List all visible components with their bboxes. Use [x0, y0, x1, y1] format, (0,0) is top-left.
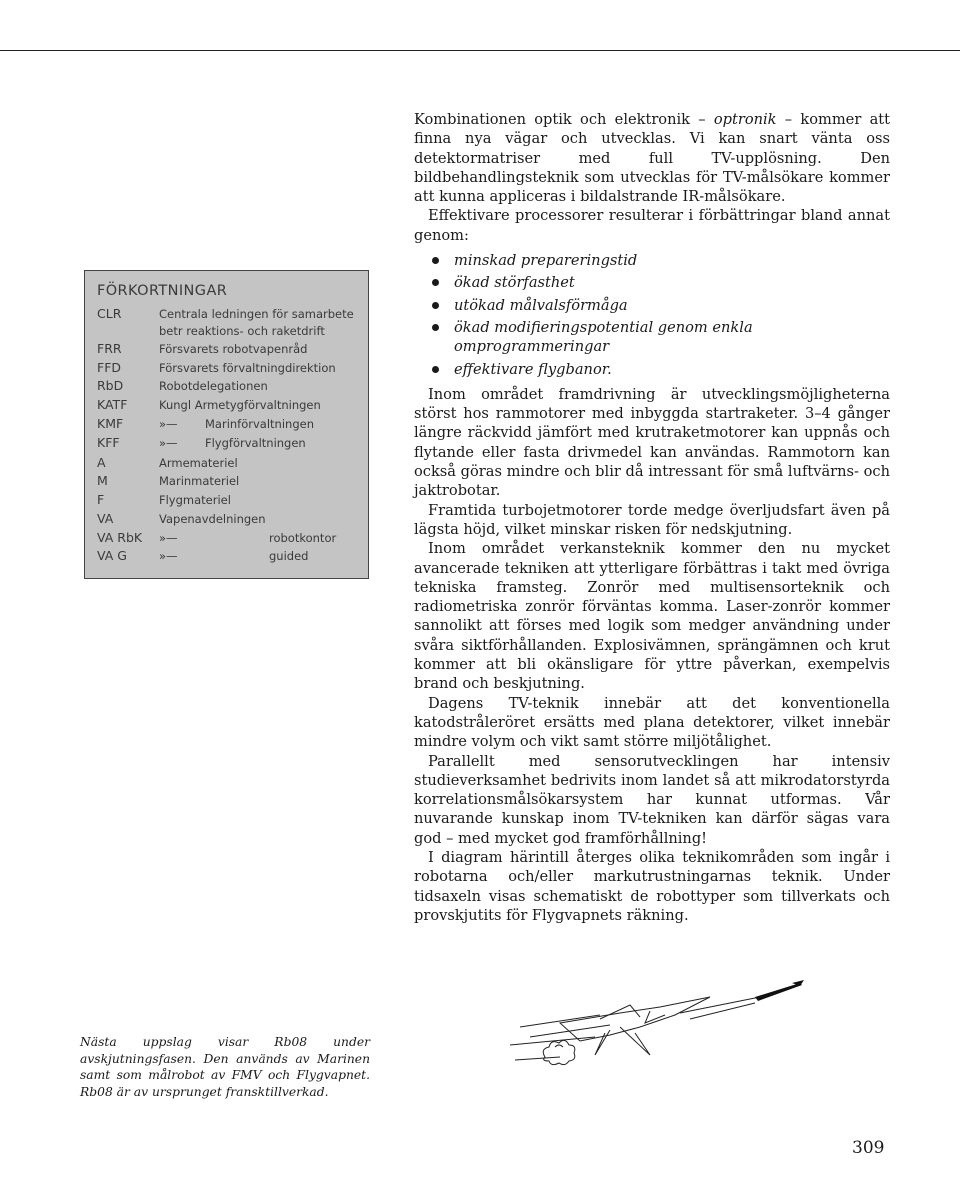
list-item-text: utökad målvalsförmåga [454, 296, 628, 314]
paragraph-optronik [414, 110, 890, 206]
bullet-icon [432, 302, 439, 309]
abbr-value: Vapenavdelningen [159, 512, 266, 526]
paragraph-processors: Effektivare processorer resulterar i förbättringar bland annat genom: [414, 207, 890, 244]
abbr-value-line2: betr reaktions- och raketdrift [159, 324, 325, 338]
list-item-text: effektivare flygbanor. [454, 360, 612, 378]
abbr-value: Armemateriel [159, 456, 238, 470]
list-item [414, 296, 890, 315]
abbr-key: VA [97, 511, 114, 526]
abbr-value: Försvarets förvaltningdirektion [159, 361, 336, 375]
list-item [414, 360, 890, 379]
paragraph-text: Kombinationen optik och elektronik – [414, 111, 714, 128]
abbr-value: robotkontor [269, 531, 337, 545]
abbr-ditto: »— [159, 417, 178, 431]
list-item [414, 273, 890, 292]
abbr-value: guided [269, 549, 309, 563]
missile-and-jet-sketch-icon [500, 975, 810, 1085]
abbr-value: Kungl Armetygförvaltningen [159, 398, 321, 412]
abbr-key: KMF [97, 416, 124, 431]
abbr-value: Försvarets robotvapenråd [159, 342, 308, 356]
abbr-ditto: »— [159, 549, 178, 563]
abbr-key: FRR [97, 341, 122, 356]
abbr-key: RbD [97, 378, 124, 393]
abbreviations-box [84, 270, 369, 579]
bullet-icon [432, 279, 439, 286]
improvement-list [414, 251, 890, 379]
abbr-ditto: »— [159, 531, 178, 545]
bullet-icon [432, 324, 439, 331]
page-number: 309 [852, 1138, 885, 1158]
main-text-column [414, 110, 890, 925]
abbr-value: Robotdelegationen [159, 379, 268, 393]
abbr-value: Centrala ledningen för samarbete [159, 307, 354, 321]
abbr-value: Marinmateriel [159, 474, 240, 488]
abbr-key: KATF [97, 397, 128, 412]
abbr-ditto: »— [159, 436, 178, 450]
paragraph-turbojet: Framtida turbojetmotorer torde medge överljudsfart även på lägsta höjd, vilket minskar risken för nedskjutning. [414, 501, 890, 538]
paragraph-propulsion: Inom området framdrivning är utvecklingsmöjligheterna störst hos rammotorer med inbyggda startraketer. 3–4 gånger längre räckvidd jämfört med krutraketmotorer kan uppnås och flytande eller fasta drivmedel kan användas. Rammotorn kan också göras mindre och blir då intressant för små luftvärns- och jaktrobotar. [414, 385, 890, 500]
list-item-text: ökad modifieringspotential genom enkla omprogrammeringar [454, 318, 753, 356]
abbreviations-title: FÖRKORTNINGAR [97, 283, 228, 299]
abbr-value: Flygförvaltningen [205, 436, 306, 450]
top-rule [0, 50, 960, 51]
abbr-key: FFD [97, 360, 122, 375]
abbr-key: VA G [97, 548, 127, 563]
abbr-value: Flygmateriel [159, 493, 231, 507]
paragraph-sensor-development: Parallellt med sensorutvecklingen har intensiv studieverksamhet bedrivits inom landet så att mikrodatorstyrda korrelationsmålsökarsystem har kunnat utformas. Vår nuvarande kunskap inom TV-tekniken kan därför sägas vara god – med mycket god framförhållning! [414, 752, 890, 847]
paragraph-tv-technology: Dagens TV-teknik innebär att det konventionella katodstråleröret ersätts med plana detektorer, vilket innebär mindre volym och vikt samt större miljötålighet. [414, 694, 890, 751]
paragraph-diagram-reference: I diagram härintill återges olika teknikområden som ingår i robotarna och/eller markutrustningarnas teknik. Under tidsaxeln visas schematiskt de robottyper som tillverkats och provskjutits för Flygvapnets räkning. [414, 848, 890, 924]
bullet-icon [432, 257, 439, 264]
abbr-key: VA RbK [97, 530, 143, 545]
paragraph-warhead: Inom området verkansteknik kommer den nu mycket avancerade tekniken att ytterligare förbättras i takt med övriga tekniska framsteg. Zonrör med multisensorteknik och radiometriska zonrör förväntas komma. Laser-zonrör kommer sannolikt att förses med logik som medger användning under svåra siktförhållanden. Explosivämnen, sprängämnen och krut kommer att bli okänsligare för yttre påverkan, exempelvis brand och beskjutning. [414, 540, 890, 693]
bullet-icon [432, 366, 439, 373]
paragraph-text: – kommer att finna nya vägar och utvecklas. Vi kan snart vänta oss detektormatriser med full TV-upplösning. Den bildbehandlingsteknik som utvecklas för TV-målsökare kommer att kunna appliceras i bildalstrande IR-målsökare. [414, 111, 891, 206]
abbr-key: F [97, 492, 105, 507]
emphasis-optronik: optronik [713, 111, 777, 128]
list-item-text: ökad störfasthet [454, 274, 575, 292]
abbr-key: CLR [97, 306, 122, 321]
abbr-key: M [97, 473, 108, 488]
list-item [414, 251, 890, 270]
figure-caption: Nästa uppslag visar Rb08 under avskjutningsfasen. Den används av Marinen samt som målrobot av FMV och Flygvapnet. Rb08 är av ursprunget fransktillverkad. [80, 1035, 370, 1099]
list-item-text: minskad prepareringstid [454, 252, 638, 270]
abbr-value: Marinförvaltningen [205, 417, 314, 431]
list-item [414, 318, 890, 357]
abbr-key: KFF [97, 435, 120, 450]
abbr-key: A [97, 455, 106, 470]
